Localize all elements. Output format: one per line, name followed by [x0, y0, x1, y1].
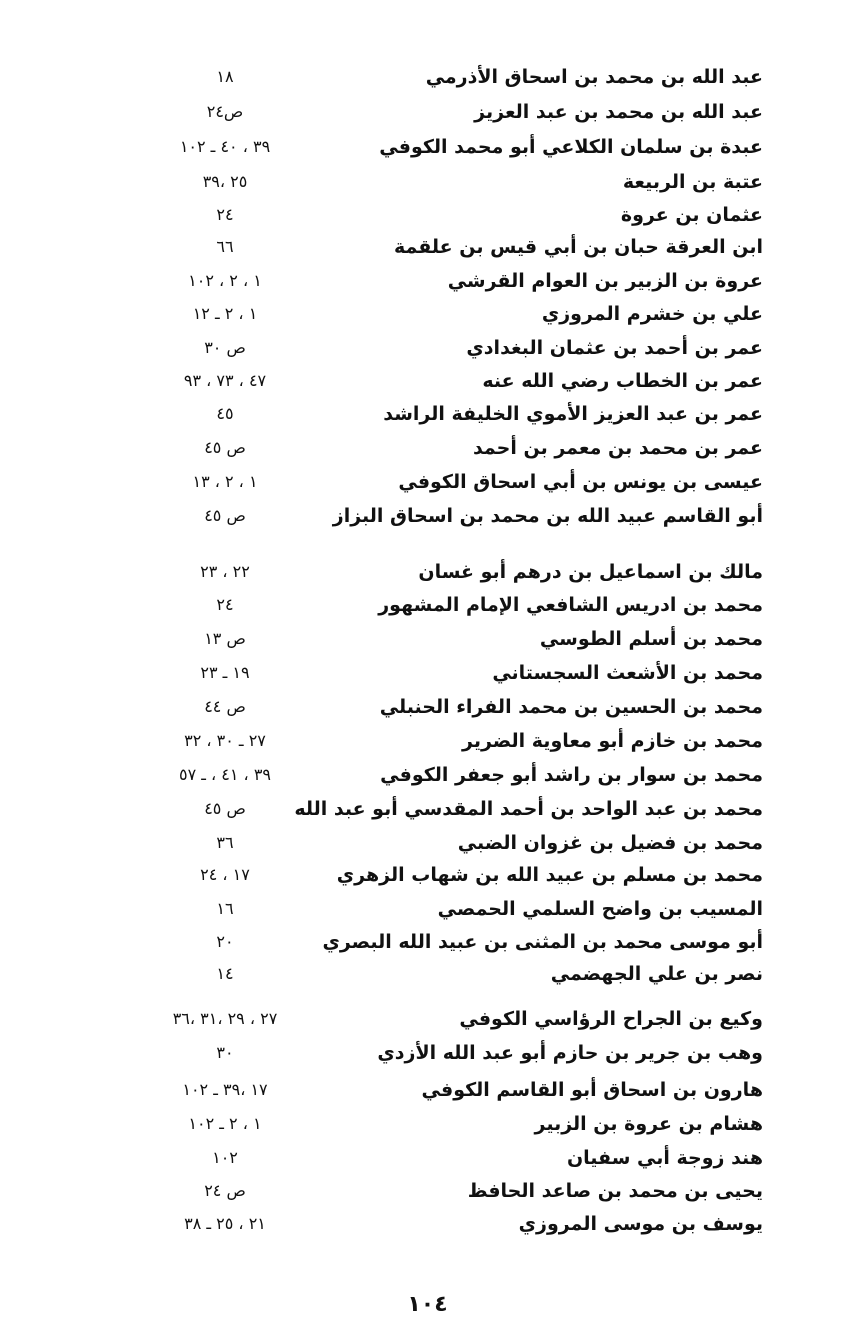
entry-name: نصر بن علي الجهضمي [550, 963, 763, 985]
index-entry [0, 892, 855, 926]
entry-name: عبد الله بن محمد بن اسحاق الأذرمي [425, 66, 763, 88]
index-entry [0, 331, 855, 365]
index-entry [0, 1141, 855, 1175]
entry-name: محمد بن فضيل بن غزوان الضبي [457, 832, 763, 854]
entry-page-refs: ١٠٢ [212, 1148, 238, 1167]
entry-name: يوسف بن موسى المروزي [518, 1213, 763, 1235]
index-entry [0, 555, 855, 589]
entry-name: هشام بن عروة بن الزبير [534, 1113, 763, 1135]
entry-page-refs: ١٧ ،٣٩ ـ ١٠٢ [182, 1080, 268, 1099]
entry-name: محمد بن ادريس الشافعي الإمام المشهور [378, 594, 763, 616]
entry-name: عيسى بن يونس بن أبي اسحاق الكوفي [398, 471, 763, 493]
entry-page-refs: ص ٤٥ [204, 799, 246, 818]
entry-page-refs: ١ ، ٢ ، ١٠٢ [188, 271, 262, 290]
index-entry [0, 1174, 855, 1208]
entry-page-refs: ٤٧ ، ٧٣ ، ٩٣ [183, 371, 267, 390]
entry-page-refs: ١٤ [216, 964, 234, 983]
entry-name: عبدة بن سلمان الكلاعي أبو محمد الكوفي [379, 136, 763, 158]
entry-name: عتبة بن الربيعة [622, 171, 763, 193]
entry-page-refs: ١ ، ٢ ، ١٣ [192, 472, 258, 491]
entry-name: محمد بن عبد الواحد بن أحمد المقدسي أبو عبد الله [294, 798, 763, 820]
entry-name: وهب بن جرير بن حازم أبو عبد الله الأزدي [377, 1042, 763, 1064]
entry-name: أبو القاسم عبيد الله بن محمد بن اسحاق البزاز [332, 505, 763, 527]
index-entry [0, 1002, 855, 1036]
entry-page-refs: ٢٧ ـ ٣٠ ، ٣٢ [184, 731, 266, 750]
entry-page-refs: ٣٦ [216, 833, 234, 852]
entry-page-refs: ٢٠ [216, 932, 234, 951]
index-entry [0, 364, 855, 398]
entry-page-refs: ٢١ ، ٢٥ ـ ٣٨ [184, 1214, 266, 1233]
index-entry [0, 165, 855, 199]
entry-page-refs: ٢٤ [216, 205, 234, 224]
entry-name: محمد بن الأشعث السجستاني [492, 662, 763, 684]
entry-page-refs: ص ٤٥ [204, 506, 246, 525]
index-entry [0, 230, 855, 264]
index-entry [0, 957, 855, 991]
entry-page-refs: ٢٤ [216, 595, 234, 614]
entry-page-refs: ١٧ ، ٢٤ [200, 865, 250, 884]
index-entry [0, 431, 855, 465]
entry-name: محمد بن مسلم بن عبيد الله بن شهاب الزهري [336, 864, 763, 886]
entry-name: محمد بن الحسين بن محمد الفراء الحنبلي [379, 696, 763, 718]
index-entry [0, 198, 855, 232]
index-entry [0, 397, 855, 431]
entry-page-refs: ٢٢ ، ٢٣ [200, 562, 250, 581]
entry-name: ابن العرقة حبان بن أبي قيس بن علقمة [393, 236, 763, 258]
entry-name: محمد بن خازم أبو معاوية الضرير [462, 730, 763, 752]
index-entry [0, 1107, 855, 1141]
index-entry [0, 724, 855, 758]
entry-name: هارون بن اسحاق أبو القاسم الكوفي [421, 1079, 763, 1101]
entry-name: عمر بن أحمد بن عثمان البغدادي [466, 337, 763, 359]
index-entry [0, 1036, 855, 1070]
entry-page-refs: ص ٢٤ [204, 1181, 246, 1200]
entry-name: عبد الله بن محمد بن عبد العزيز [474, 101, 763, 123]
entry-page-refs: ٣٩ ، ٤١ ، ـ ٥٧ [178, 765, 271, 784]
entry-page-refs: ص ٣٠ [204, 338, 246, 357]
entry-name: عثمان بن عروة [620, 204, 763, 226]
entry-name: المسيب بن واضح السلمي الحمصي [437, 898, 763, 920]
entry-name: عمر بن الخطاب رضي الله عنه [482, 370, 763, 392]
entry-page-refs: ص ١٣ [204, 629, 246, 648]
index-entry [0, 1207, 855, 1241]
index-entry [0, 925, 855, 959]
entry-page-refs: ص ٤٤ [204, 697, 246, 716]
entry-page-refs: ٣٠ [216, 1043, 234, 1062]
entry-page-refs: ١٨ [216, 67, 234, 86]
index-entry [0, 758, 855, 792]
entry-page-refs: ٦٦ [216, 237, 234, 256]
index-entry [0, 95, 855, 129]
entry-name: وكيع بن الجراح الرؤاسي الكوفي [459, 1008, 763, 1030]
index-entry [0, 792, 855, 826]
entry-page-refs: ١٦ [216, 899, 234, 918]
index-entry [0, 1073, 855, 1107]
index-entry [0, 297, 855, 331]
entry-name: أبو موسى محمد بن المثنى بن عبيد الله البصري [322, 931, 763, 953]
index-entry [0, 588, 855, 622]
entry-page-refs: ص٢٤ [206, 102, 244, 121]
entry-name: مالك بن اسماعيل بن درهم أبو غسان [418, 561, 763, 583]
entry-page-refs: ١ ، ٢ ـ ١٠٢ [188, 1114, 262, 1133]
index-entry [0, 826, 855, 860]
entry-name: محمد بن سوار بن راشد أبو جعفر الكوفي [380, 764, 763, 786]
index-entry [0, 60, 855, 94]
entry-name: عروة بن الزبير بن العوام القرشي [447, 270, 763, 292]
entry-page-refs: ١٩ ـ ٢٣ [200, 663, 250, 682]
index-entry [0, 656, 855, 690]
index-entry [0, 465, 855, 499]
entry-page-refs: ٣٩ ، ٤٠ ـ ١٠٢ [179, 137, 271, 156]
entry-name: هند زوجة أبي سفيان [566, 1147, 763, 1169]
index-entry [0, 622, 855, 656]
entry-page-refs: ١ ، ٢ ـ ١٢ [192, 304, 258, 323]
index-entry [0, 264, 855, 298]
entry-page-refs: ص ٤٥ [204, 438, 246, 457]
entry-name: عمر بن عبد العزيز الأموي الخليفة الراشد [383, 403, 763, 425]
page-number: ١٠٤ [407, 1292, 448, 1317]
entry-page-refs: ٢٧ ، ٢٩ ،٣١ ،٣٦ [172, 1009, 278, 1028]
entry-name: علي بن خشرم المروزي [541, 303, 763, 325]
index-entry [0, 499, 855, 533]
entry-name: محمد بن أسلم الطوسي [539, 628, 763, 650]
index-entry [0, 690, 855, 724]
entry-page-refs: ٢٥ ،٣٩ [202, 172, 248, 191]
entry-name: عمر بن محمد بن معمر بن أحمد [472, 437, 763, 459]
index-entry [0, 130, 855, 164]
entry-page-refs: ٤٥ [216, 404, 234, 423]
index-entry [0, 858, 855, 892]
entry-name: يحيى بن محمد بن صاعد الحافظ [467, 1180, 763, 1202]
